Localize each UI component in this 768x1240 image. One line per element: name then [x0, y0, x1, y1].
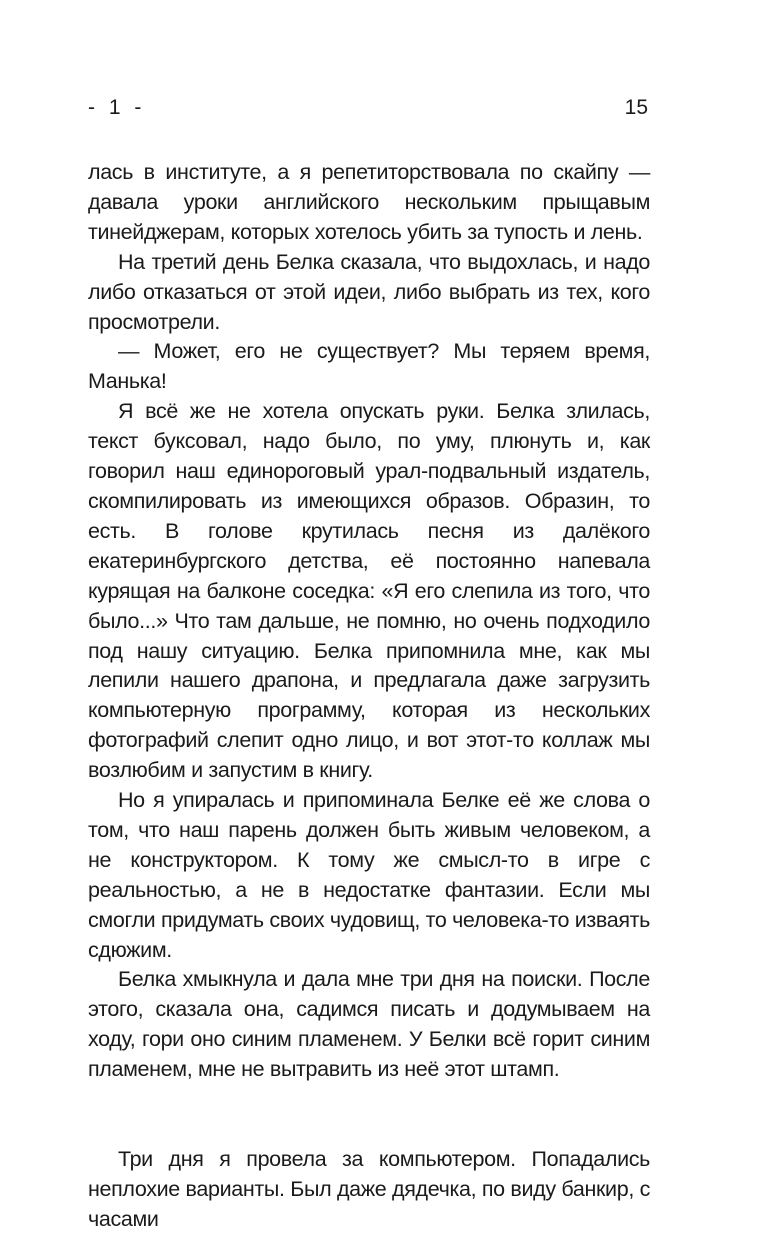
body-text [88, 158, 650, 1235]
paragraph: Белка хмыкнула и дала мне три дня на поиски. После этого, сказала она, садимся писать и додумываем на ходу, гори оно синим пламенем. У Белки всё горит синим пламенем, мне не вытравить из неё этот штамп. [88, 967, 650, 1082]
paragraph: Три дня я провела за компьютером. Попадались неплохие варианты. Был даже дядечка, по виду банкир, с часами [88, 1147, 650, 1231]
paragraph: — Может, его не существует? Мы теряем время, Манька! [88, 339, 650, 394]
paragraph: лась в институте, а я репетиторствовала по скайпу — давала уроки английского нескольким прыщавым тинейджерам, которых хотелось убить за тупость и лень. [88, 160, 650, 244]
section-break [88, 1085, 650, 1145]
chapter-mark: - 1 - [88, 96, 146, 119]
paragraph: На третий день Белка сказала, что выдохлась, и надо либо отказаться от этой идеи, либо выбрать из тех, кого просмотрели. [88, 249, 650, 334]
running-head [88, 96, 648, 124]
paragraph: Но я упиралась и припоминала Белке её же слова о том, что наш парень должен быть живым человеком, а не конструктором. К тому же смысл-то в игре с реальностью, а не в недостатке фантазии. Если мы смогли придумать своих чудовищ, то человека-то изваять сдюжим. [88, 788, 650, 962]
paragraph: Я всё же не хотела опускать руки. Белка злилась, текст буксовал, надо было, по уму, плюнуть и, как говорил наш единороговый урал-подвальный издатель, скомпилировать из имеющихся образов. Образин, то есть. В голове крутилась песня из далёкого екатеринбургского детства, её постоянно напевала курящая на балконе соседка: «Я его слепила из того, что было...» Что там дальше, не помню, но очень подходило под нашу ситуацию. Белка припомнила мне, как мы лепили нашего драпона, и предлагала даже загрузить компьютерную программу, которая из нескольких фотографий слепит одно лицо, и вот этот-то коллаж мы возлюбим и запустим в книгу. [88, 399, 650, 783]
page-number: 15 [624, 96, 648, 119]
